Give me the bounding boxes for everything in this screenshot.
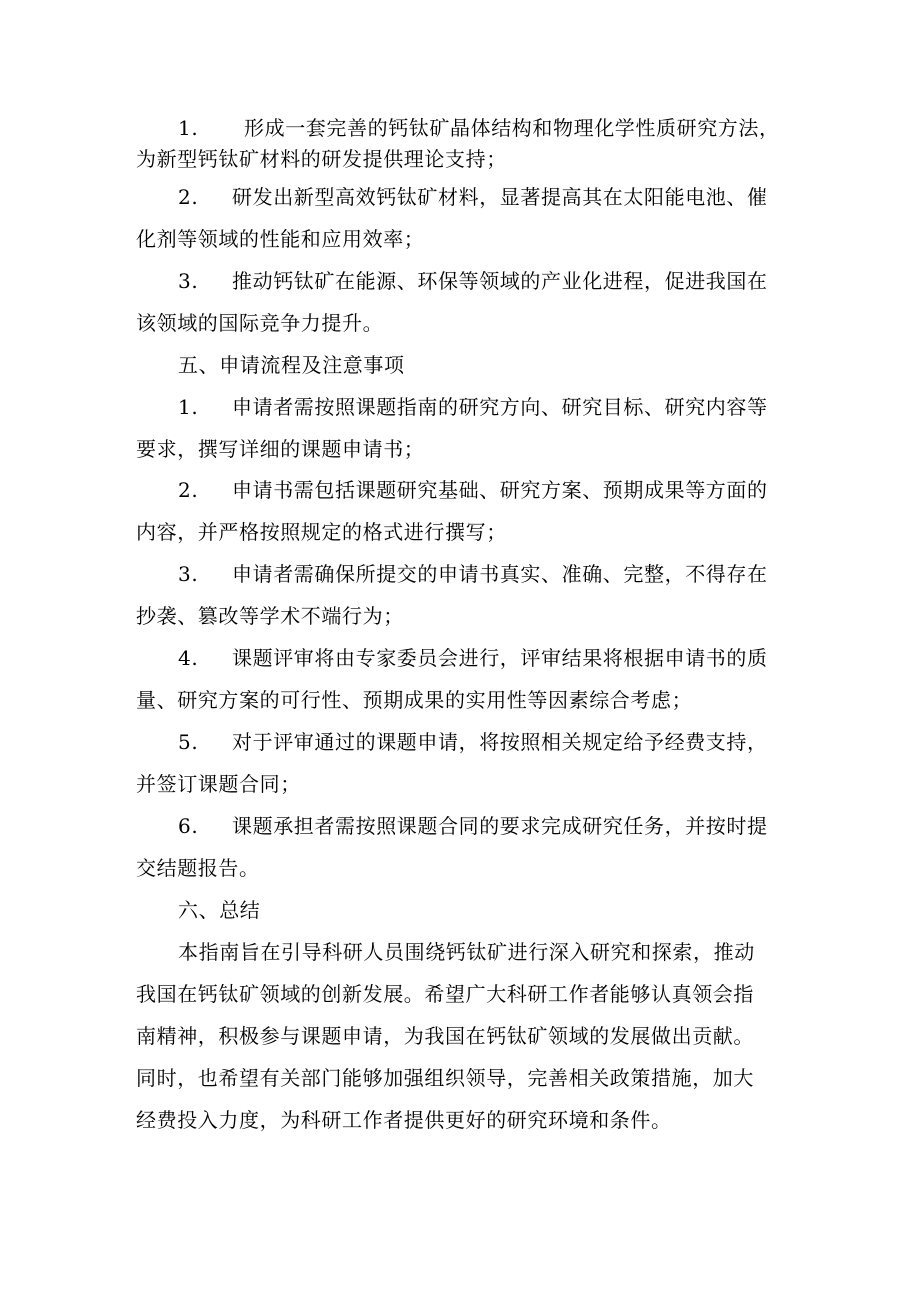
- process-item-3-line-2: 抄袭、篡改等学术不端行为；: [136, 604, 404, 628]
- process-item-5-line-1: [178, 729, 796, 755]
- summary-line-1: 本指南旨在引导科研人员围绕钙钛矿进行深入研究和探索，推动: [178, 940, 755, 964]
- process-item-4-line-1: [178, 645, 796, 671]
- list-text: 申请者需确保所提交的申请书真实、准确、完整，不得存在: [232, 562, 768, 586]
- list-text: 申请者需按照课题指南的研究方向、研究目标、研究内容等: [232, 395, 768, 419]
- achievement-item-3-line-2: 该领域的国际竞争力提升。: [136, 311, 384, 335]
- list-number: 4.: [178, 646, 199, 670]
- process-item-1-line-2: 要求，撰写详细的课题申请书；: [136, 437, 425, 461]
- list-text: 对于评审通过的课题申请，将按照相关规定给予经费支持，: [232, 730, 768, 754]
- list-text: 形成一套完善的钙钛矿晶体结构和物理化学性质研究方法，: [244, 116, 780, 140]
- list-number: 3.: [178, 269, 199, 293]
- process-item-6-line-2: 交结题报告。: [136, 856, 260, 880]
- summary-line-5: 经费投入力度，为科研工作者提供更好的研究环境和条件。: [136, 1108, 672, 1132]
- list-text: 课题评审将由专家委员会进行，评审结果将根据申请书的质: [232, 646, 768, 670]
- achievement-item-2-line-1: [178, 184, 796, 210]
- list-number: 3.: [178, 562, 199, 586]
- list-text: 研发出新型高效钙钛矿材料，显著提高其在太阳能电池、催: [232, 185, 768, 209]
- summary-line-4: 同时，也希望有关部门能够加强组织领导，完善相关政策措施，加大: [136, 1066, 754, 1090]
- list-text: 课题承担者需按照课题合同的要求完成研究任务，并按时提: [232, 814, 768, 838]
- achievement-item-2-line-2: 化剂等领域的性能和应用效率；: [136, 227, 425, 251]
- list-text: 推动钙钛矿在能源、环保等领域的产业化进程，促进我国在: [232, 269, 768, 293]
- list-text: 申请书需包括课题研究基础、研究方案、预期成果等方面的: [232, 478, 768, 502]
- process-item-3-line-1: [178, 561, 796, 587]
- list-number: 5.: [178, 730, 199, 754]
- summary-line-2: 我国在钙钛矿领域的创新发展。希望广大科研工作者能够认真领会指: [136, 982, 754, 1006]
- process-item-6-line-1: [178, 813, 796, 839]
- achievement-item-1-line-1: [178, 115, 796, 141]
- process-item-2-line-2: 内容，并严格按照规定的格式进行撰写；: [136, 520, 507, 544]
- list-number: 6.: [178, 814, 199, 838]
- list-number: 1.: [178, 116, 199, 140]
- section-heading-summary: 六、总结: [178, 898, 261, 922]
- process-item-1-line-1: [178, 394, 796, 420]
- list-number: 1.: [178, 395, 199, 419]
- achievement-item-1-line-2: 为新型钙钛矿材料的研发提供理论支持；: [136, 147, 507, 171]
- summary-line-3: 南精神，积极参与课题申请，为我国在钙钛矿领域的发展做出贡献。: [136, 1024, 754, 1048]
- process-item-4-line-2: 量、研究方案的可行性、预期成果的实用性等因素综合考虑；: [136, 688, 693, 712]
- list-number: 2.: [178, 478, 199, 502]
- process-item-5-line-2: 并签订课题合同；: [136, 772, 301, 796]
- achievement-item-3-line-1: [178, 268, 796, 294]
- process-item-2-line-1: [178, 477, 796, 503]
- list-number: 2.: [178, 185, 199, 209]
- section-heading-application-process: 五、申请流程及注意事项: [178, 353, 405, 377]
